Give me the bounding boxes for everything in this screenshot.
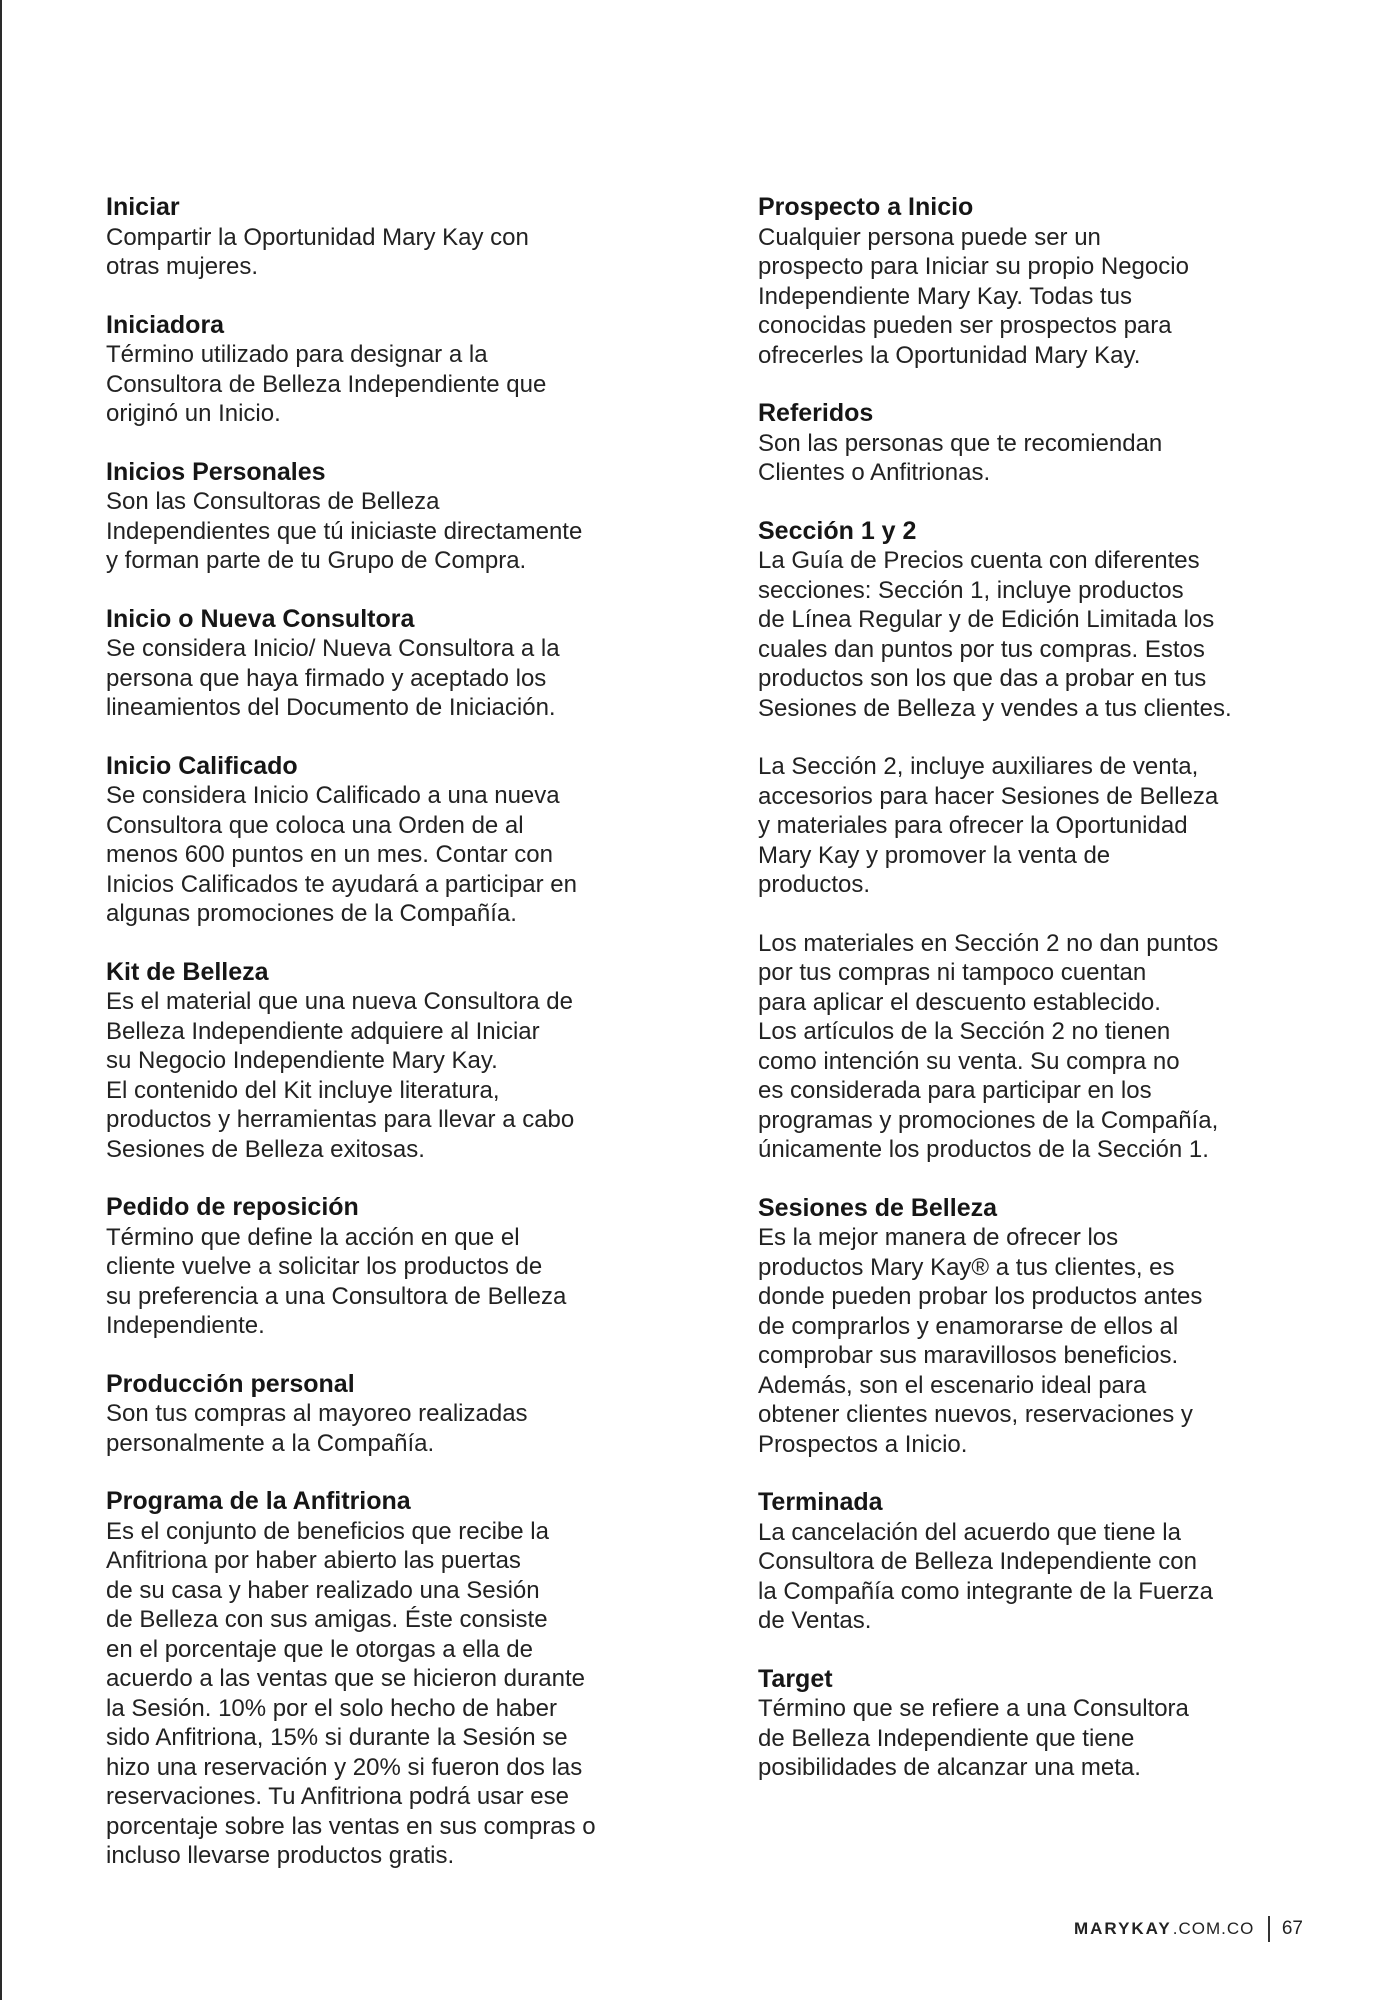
glossary-term: Kit de Belleza	[106, 957, 269, 986]
glossary-entry-inicio-calificado	[106, 752, 646, 929]
page-edge-rule	[0, 0, 2, 2000]
glossary-definition: Término que se refiere a una Consultora de Belleza Independiente que tiene posibilidades de alcanzar una meta.	[758, 1695, 1189, 1781]
glossary-definition: Compartir la Oportunidad Mary Kay con otras mujeres.	[106, 223, 529, 280]
glossary-term: Programa de la Anfitriona	[106, 1487, 411, 1515]
glossary-definition: Es el material que una nueva Consultora de Belleza Independiente adquiere al Iniciar su Negocio Independiente Mary Kay. El contenido del Kit incluye literatura, productos y herramientas para llevar a cabo Sesiones de Belleza exitosas.	[106, 988, 575, 1163]
glossary-entry-pedido-de-reposicion	[106, 1193, 646, 1341]
glossary-definition: Es el conjunto de beneficios que recibe la Anfitriona por haber abierto las puertas de su casa y haber realizado una Sesión de Belleza con sus amigas. Éste consiste en el porcentaje que le otorgas a ella de acuerdo a las ventas que se hicieron durante la Sesión. 10% por el solo hecho de haber sido Anfitriona, 15% si durante la Sesión se hizo una reservación y 20% si fueron dos las reservaciones. Tu Anfitriona podrá usar ese porcentaje sobre las ventas en sus compras o incluso llevarse productos gratis.	[106, 1517, 596, 1869]
glossary-entry-seccion-1-y-2	[758, 517, 1278, 1165]
glossary-entry-referidos	[758, 399, 1278, 488]
glossary-definition: Se considera Inicio Calificado a una nueva Consultora que coloca una Orden de al menos 600 puntos en un mes. Contar con Inicios Calificados te ayudará a participar en algunas promociones de la Compañía.	[106, 782, 577, 927]
glossary-entry-prospecto-a-inicio	[758, 193, 1278, 370]
page-footer	[1074, 1916, 1303, 1942]
glossary-entry-produccion-personal	[106, 1370, 646, 1459]
glossary-term: Inicio o Nueva Consultora	[106, 604, 415, 633]
glossary-definition: Término que define la acción en que el cliente vuelve a solicitar los productos de su preferencia a una Consultora de Belleza Independiente.	[106, 1223, 567, 1339]
glossary-term: Producción personal	[106, 1369, 355, 1398]
glossary-definition: Son tus compras al mayoreo realizadas personalmente a la Compañía.	[106, 1400, 528, 1457]
glossary-term: Pedido de reposición	[106, 1193, 359, 1221]
glossary-definition-paragraph: La Guía de Precios cuenta con diferentes secciones: Sección 1, incluye productos de Línea Regular y de Edición Limitada los cuales dan puntos por tus compras. Estos productos son los que das a probar en tus Sesiones de Belleza y vendes a tus clientes.	[758, 547, 1232, 722]
glossary-definition: Son las personas que te recomiendan Clientes o Anfitrionas.	[758, 429, 1163, 486]
glossary-term: Terminada	[758, 1488, 883, 1516]
glossary-term: Referidos	[758, 399, 874, 427]
glossary-entry-kit-de-belleza	[106, 958, 646, 1165]
glossary-definition: La cancelación del acuerdo que tiene la Consultora de Belleza Independiente con la Compañía como integrante de la Fuerza de Ventas.	[758, 1518, 1213, 1634]
glossary-definition: Cualquier persona puede ser un prospecto para Iniciar su propio Negocio Independiente Mary Kay. Todas tus conocidas pueden ser prospectos para ofrecerles la Oportunidad Mary Kay.	[758, 223, 1189, 369]
glossary-definition: Es la mejor manera de ofrecer los productos Mary Kay® a tus clientes, es donde pueden probar los productos antes de comprarlos y enamorarse de ellos al comprobar sus maravillosos beneficios. Además, son el escenario ideal para obtener clientes nuevos, reservaciones y Prospectos a Inicio.	[758, 1224, 1203, 1458]
glossary-term: Iniciar	[106, 193, 180, 221]
page-number: 67	[1281, 1918, 1303, 1939]
glossary-entry-sesiones-de-belleza	[758, 1194, 1278, 1460]
glossary-entry-programa-de-la-anfitriona	[106, 1487, 646, 1871]
glossary-left-column	[106, 193, 646, 1900]
glossary-entry-inicio-nueva-consultora	[106, 605, 646, 723]
glossary-entry-terminada	[758, 1488, 1278, 1636]
glossary-term: Iniciadora	[106, 310, 225, 339]
glossary-definition: Se considera Inicio/ Nueva Consultora a la persona que haya firmado y aceptado los lineamientos del Documento de Iniciación.	[106, 635, 560, 721]
glossary-entry-inicios-personales	[106, 458, 646, 576]
glossary-definition-paragraph: Los materiales en Sección 2 no dan puntos por tus compras ni tampoco cuentan para aplicar el descuento establecido. Los artículos de la Sección 2 no tienen como intención su venta. Su compra no es considerada para participar en los programas y promociones de la Compañía, únicamente los productos de la Sección 1.	[758, 929, 1219, 1163]
footer-brand: MARYKAY	[1073, 1919, 1172, 1938]
glossary-term: Sección 1 y 2	[758, 516, 917, 545]
footer-divider	[1268, 1916, 1270, 1942]
glossary-right-column	[758, 193, 1278, 1812]
glossary-definition: Son las Consultoras de Belleza Independientes que tú iniciaste directamente y forman parte de tu Grupo de Compra.	[106, 488, 583, 574]
glossary-entry-iniciadora	[106, 311, 646, 429]
glossary-definition: Término utilizado para designar a la Consultora de Belleza Independiente que originó un Inicio.	[106, 341, 547, 427]
glossary-term: Sesiones de Belleza	[758, 1193, 998, 1222]
glossary-term: Target	[758, 1664, 833, 1693]
glossary-entry-target	[758, 1665, 1278, 1783]
glossary-term: Inicio Calificado	[106, 751, 298, 780]
glossary-definition-paragraph: La Sección 2, incluye auxiliares de venta, accesorios para hacer Sesiones de Belleza y materiales para ofrecer la Oportunidad Mary Kay y promover la venta de productos.	[758, 753, 1219, 898]
footer-domain: .COM.CO	[1172, 1919, 1255, 1938]
glossary-term: Prospecto a Inicio	[758, 193, 974, 221]
glossary-term: Inicios Personales	[106, 457, 326, 486]
glossary-entry-iniciar	[106, 193, 646, 282]
